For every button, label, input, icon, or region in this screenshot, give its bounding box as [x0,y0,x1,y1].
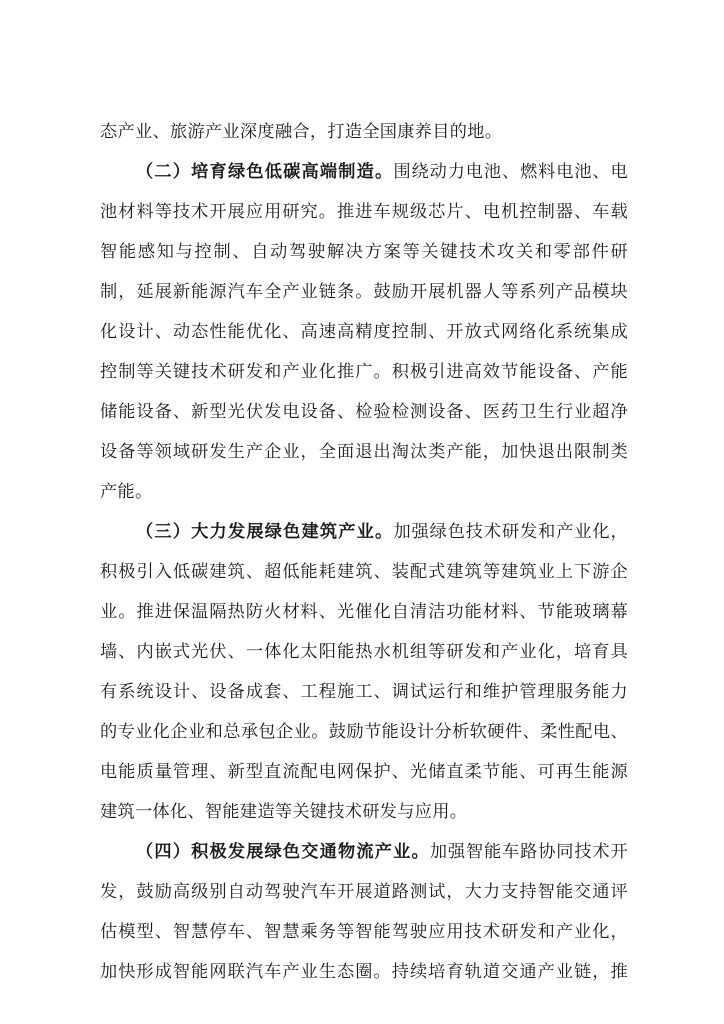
section-heading: （三）大力发展绿色建筑产业。 [136,522,394,542]
paragraph-line: 电能质量管理、新型直流配电网保护、光储直柔节能、可再生能源 [100,762,628,782]
paragraph-text: 加强绿色技术研发和产业化， [393,522,629,542]
paragraph-line: 设备等领域研发生产企业，全面退出淘汰类产能，加快退出限制类 [100,442,628,462]
paragraph-line: 产能。 [100,482,153,502]
paragraph-line: 估模型、智慧停车、智慧乘务等智能驾驶应用技术研发和产业化， [100,922,628,942]
paragraph-line: 加快形成智能网联汽车产业生态圈。持续培育轨道交通产业链，推 [100,962,628,982]
paragraph-line: 积极引入低碳建筑、超低能耗建筑、装配式建筑等建筑业上下游企 [100,562,628,582]
paragraph-line: 发，鼓励高级别自动驾驶汽车开展道路测试，大力支持智能交通评 [100,882,628,902]
paragraph-line: 建筑一体化、智能建造等关键技术研发与应用。 [100,802,468,822]
paragraph-first-line [100,152,628,192]
paragraph-line: 制，延展新能源汽车全产业链条。鼓励开展机器人等系列产品模块 [100,282,628,302]
paragraph-line: 池材料等技术开展应用研究。推进车规级芯片、电机控制器、车载 [100,202,628,222]
paragraph-line: 态产业、旅游产业深度融合，打造全国康养目的地。 [100,122,503,142]
paragraph-line: 控制等关键技术研发和产业化推广。积极引进高效节能设备、产能 [100,362,628,382]
section-heading: （二）培育绿色低碳高端制造。 [136,162,394,182]
paragraph-line: 储能设备、新型光伏发电设备、检验检测设备、医药卫生行业超净 [100,402,628,422]
paragraph-line: 的专业化企业和总承包企业。鼓励节能设计分析软硬件、柔性配电、 [100,722,628,742]
paragraph-first-line [100,512,628,552]
paragraph-text: 围绕动力电池、燃料电池、电 [393,162,629,182]
paragraph-first-line [100,832,628,872]
paragraph-line: 有系统设计、设备成套、工程施工、调试运行和维护管理服务能力 [100,682,628,702]
paragraph-text: 加强智能车路协同技术开 [429,842,628,862]
paragraph-line: 业。推进保温隔热防火材料、光催化自清洁功能材料、节能玻璃幕 [100,602,628,622]
document-page [100,112,628,992]
paragraph-line: 墙、内嵌式光伏、一体化太阳能热水机组等研发和产业化，培育具 [100,642,628,662]
paragraph-line: 智能感知与控制、自动驾驶解决方案等关键技术攻关和零部件研 [100,242,628,262]
paragraph-line: 化设计、动态性能优化、高速高精度控制、开放式网络化系统集成 [100,322,628,342]
section-heading: （四）积极发展绿色交通物流产业。 [136,842,430,862]
